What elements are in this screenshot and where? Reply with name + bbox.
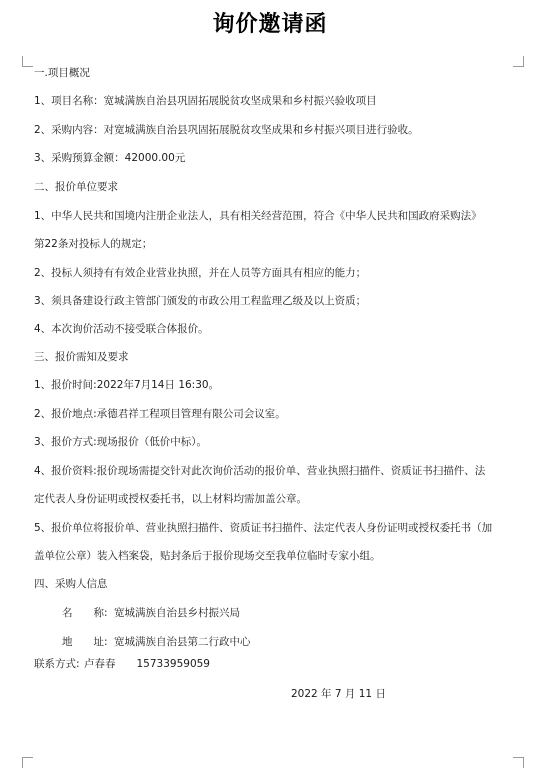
section1-heading: 一.项目概况 [34, 67, 90, 79]
document-date: 2022 年 7 月 11 日 [291, 688, 386, 700]
section1-item-1: 1、项目名称：宽城满族自治县巩固拓展脱贫攻坚成果和乡村振兴验收项目 [34, 95, 377, 107]
page-corner-mark-bottom-right [513, 757, 524, 768]
purchaser-address-label: 地 址: [62, 636, 108, 648]
section3-item-3: 3、报价方式:现场报价（低价中标）。 [34, 436, 207, 448]
purchaser-contact-row [34, 657, 210, 671]
purchaser-contact-label: 联系方式: [34, 658, 80, 670]
section3-item-1: 1、报价时间:2022年7月14日 16:30。 [34, 379, 220, 391]
section2-item-4: 4、本次询价活动不接受联合体报价。 [34, 323, 209, 335]
section2-item-3: 3、须具备建设行政主管部门颁发的市政公用工程监理乙级及以上资质； [34, 295, 367, 307]
page-corner-mark-bottom-left [22, 757, 33, 768]
section3-item-2: 2、报价地点:承德君祥工程项目管理有限公司会议室。 [34, 408, 286, 420]
document-title: 询价邀请函 [212, 11, 328, 37]
section2-heading: 二、报价单位要求 [34, 181, 118, 193]
purchaser-contact-value: 卢春春 15733959059 [84, 658, 210, 670]
section1-item-3: 3、采购预算金额：42000.00元 [34, 152, 186, 164]
section3-item-4-line-2: 定代表人身份证明或授权委托书，以上材料均需加盖公章。 [34, 493, 307, 505]
purchaser-name-value: 宽城满族自治县乡村振兴局 [114, 607, 240, 619]
section3-item-4-line-1: 4、报价资料:报价现场需提交针对此次询价活动的报价单、营业执照扫描件、资质证书扫描件、法 [34, 465, 486, 477]
section1-item-2: 2、采购内容：对宽城满族自治县巩固拓展脱贫攻坚成果和乡村振兴项目进行验收。 [34, 124, 419, 136]
section4-heading: 四、采购人信息 [34, 578, 108, 590]
purchaser-name-row [62, 606, 240, 620]
section3-heading: 三、报价需知及要求 [34, 351, 129, 363]
section3-item-5-line-1: 5、报价单位将报价单、营业执照扫描件、资质证书扫描件、法定代表人身份证明或授权委托书（加 [34, 522, 493, 534]
purchaser-name-label: 名 称: [62, 607, 108, 619]
page-corner-mark-top-left [22, 56, 33, 67]
section2-item-2: 2、投标人须持有有效企业营业执照，并在人员等方面具有相应的能力； [34, 267, 367, 279]
page-corner-mark-top-right [513, 56, 524, 67]
section2-item-1-line-2: 第22条对投标人的规定； [34, 238, 153, 250]
purchaser-address-row [62, 635, 251, 649]
section3-item-5-line-2: 盖单位公章）装入档案袋，贴封条后于报价现场交至我单位临时专家小组。 [34, 550, 381, 562]
section2-item-1-line-1: 1、中华人民共和国境内注册企业法人，具有相关经营范围，符合《中华人民共和国政府采购法》 [34, 210, 482, 222]
purchaser-address-value: 宽城满族自治县第二行政中心 [114, 636, 251, 648]
